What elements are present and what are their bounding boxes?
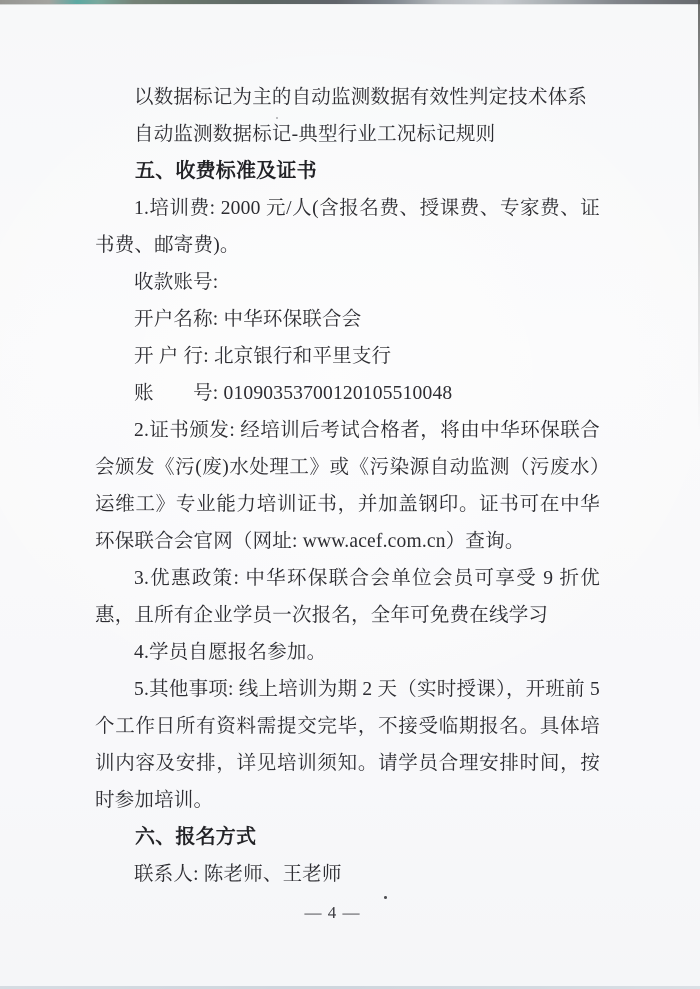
account-holder-name: 开户名称: 中华环保联合会 xyxy=(134,309,362,330)
document-body xyxy=(95,79,600,893)
section6-heading: 六、报名方式 xyxy=(135,826,257,848)
bank-branch-name: 开 户 行: 北京银行和平里支行 xyxy=(134,346,392,367)
page-number: — 4 — xyxy=(304,903,361,922)
other-matters-item: 5.其他事项: 线上培训为期 2 天（实时授课），开班前 5 个工作日所有资料需提交完毕，不接受临期报名。具体培训内容及安排，详见培训须知。请学员合理安排时间，按时参加培训。 xyxy=(95,679,600,811)
discount-item: 3.优惠政策: 中华环保联合会单位会员可享受 9 折优惠，且所有企业学员一次报名，全年可免费在线学习 xyxy=(95,568,600,626)
scan-edge-top xyxy=(0,0,700,4)
account-number: 账 号: 01090353700120105510048 xyxy=(134,383,453,404)
receiving-account-label: 收款账号: xyxy=(134,272,219,293)
fee-item: 1.培训费: 2000 元/人(含报名费、授课费、专家费、证书费、邮寄费)。 xyxy=(95,198,600,256)
program-line-1: 以数据标记为主的自动监测数据有效性判定技术体系 xyxy=(134,87,588,108)
certificate-item: 2.证书颁发: 经培训后考试合格者，将由中华环保联合会颁发《污(废)水处理工》或《污染源自动监测（污废水）运维工》专业能力培训证书，并加盖钢印。证书可在中华环保联合会官网（网址: www.acef.com.cn）查询。 xyxy=(95,420,600,552)
section5-heading: 五、收费标准及证书 xyxy=(135,160,317,182)
voluntary-item: 4.学员自愿报名参加。 xyxy=(134,642,327,663)
contact-line: 联系人: 陈老师、王老师 xyxy=(134,864,342,885)
scan-speck xyxy=(384,896,387,899)
program-line-2: 自动监测数据标记-典型行业工况标记规则 xyxy=(134,124,496,145)
